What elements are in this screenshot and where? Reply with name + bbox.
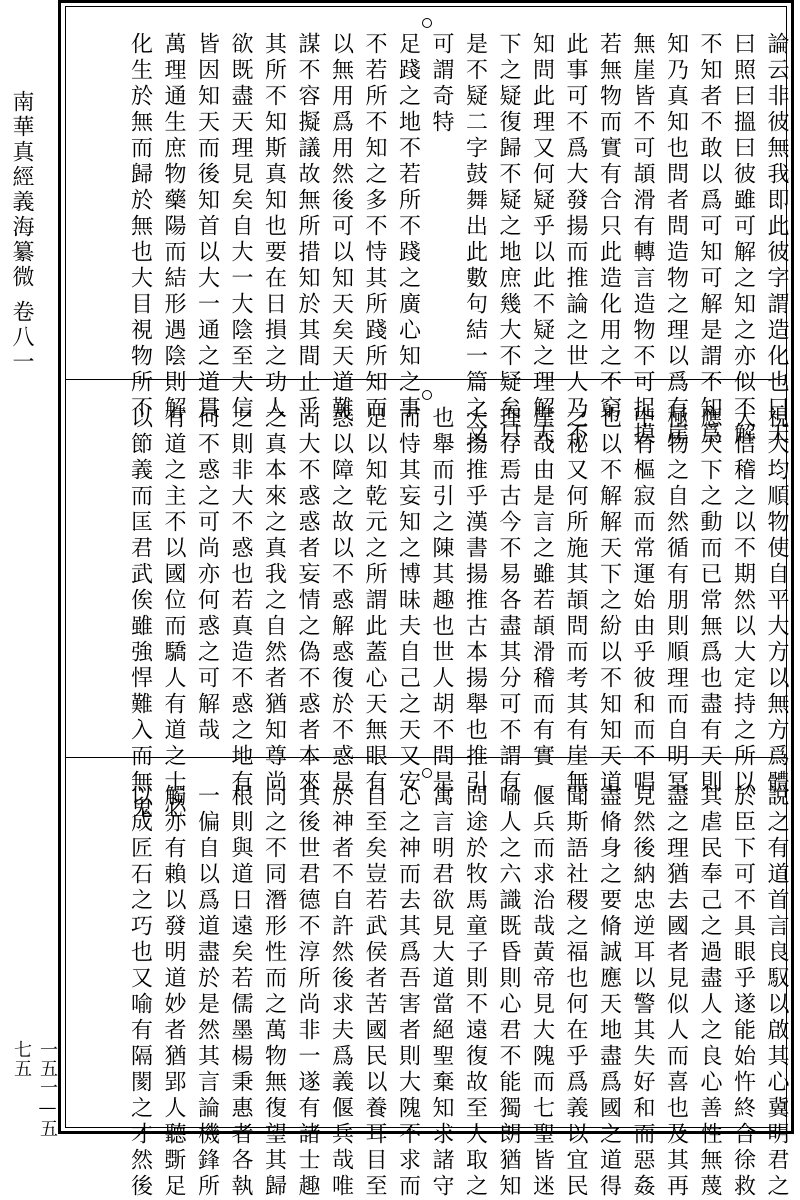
- text-column: 有道之主不以國位而驕人有道之士必: [161, 406, 186, 822]
- text-column: 盡之理猶去國者見似人而喜也及其再: [663, 784, 689, 1200]
- text-column: 視大均順物使自平大方以無方爲體: [764, 406, 789, 796]
- text-column: 其虐民奉己之過盡人之良心善性無蔑: [697, 784, 722, 1200]
- text-column: 寓言明君欲見大道當絕聖棄知求諸守: [429, 784, 454, 1200]
- text-column: 皆因知天而後知首以大一通之道貫: [194, 32, 220, 422]
- text-column: 可謂奇特: [429, 32, 454, 136]
- text-column: 其後世君德不淳所尚非一遂有諸士趣: [295, 784, 320, 1200]
- text-column: 以節義而匡君武俟雖強悍難入而無鬼: [127, 406, 153, 822]
- text-column: 說之有道首言良馭以啟其心冀明君之: [764, 784, 789, 1200]
- text-column: 惑以障之故以不惑解惑復於不惑是: [328, 406, 354, 796]
- text-column: 何不惑之可尚亦何惑之可解哉: [194, 406, 220, 744]
- text-column: 見然後納忠逆耳以警其失好和而惡姦: [630, 784, 655, 1200]
- text-column: 知問此理又何疑乎以此不疑之理解天: [529, 32, 555, 448]
- text-column: 自至矣豈若武侯者苦國民以養耳目至: [362, 784, 387, 1200]
- text-column: 其所不知斯真知也要在日損之功人: [261, 32, 287, 422]
- text-column: 大信稽之以不期然以大定持之所以: [730, 406, 756, 796]
- text-column: 知乃真知也問者問造物之理以爲有崖: [663, 32, 689, 448]
- text-column: 若無物而實有合只此造化用之不窮: [596, 32, 622, 422]
- text-column: 不若所不知之多不恃其所踐所知而: [362, 32, 387, 422]
- text-column: 觸亦有賴以發明道妙者猶郢人聽斲足: [161, 784, 186, 1200]
- text-column: 應天下之動而已常無爲也盡有天則: [697, 406, 722, 796]
- text-column: 謀不容擬議故無所措知於其間止乎: [295, 32, 320, 422]
- text-column: 也以不解解天下之紛以不知知天道: [596, 406, 622, 796]
- text-column: 論云非彼無我即此彼字謂造化也曰天: [764, 32, 789, 448]
- text-column: 化生於無而歸於無也大目視物所不: [127, 32, 153, 422]
- text-column: 以成匠石之巧也又喻有隔閡之才然後: [127, 784, 153, 1200]
- text-column: 根則與道日遠矣若儒墨楊秉惠者各執: [228, 784, 253, 1200]
- text-column: 是不疑二字鼓舞出此數句結一篇之文: [462, 32, 488, 448]
- text-column: 也舉而引之陳其趣也世人胡不問是: [429, 406, 454, 796]
- text-column: 曰照曰搵曰彼雖可解之知之亦似不解: [730, 32, 756, 448]
- text-column: 下之疑復歸不疑之地庶幾大不疑矣只: [496, 32, 521, 448]
- text-column: 大揚推乎漢書揚推古本揚舉也推引: [462, 406, 488, 796]
- text-column: 極物之自然循有朋則順理而自明冥: [663, 406, 689, 796]
- text-column: 崖哉由是言之雖若頡滑稽而有實: [529, 406, 555, 770]
- text-column: 心之神而去其爲吾害者則大隗不求而: [395, 784, 421, 1200]
- text-column: 欲既盡天理見矣自大一大陰至大信: [228, 32, 253, 422]
- text-column: 一偏自以爲道盡於是然其言論機鋒所: [194, 784, 220, 1200]
- text-column: 之則非大不惑也若真造不惑之地有: [228, 406, 253, 796]
- text-column: 聞斯語社稷之福也何在乎爲義以宜民: [563, 784, 588, 1200]
- text-column: 盡脩身之要脩誠應天地盡爲國之道得: [596, 784, 622, 1200]
- section-circle-marker: [422, 390, 432, 400]
- section-circle-marker: [422, 18, 432, 28]
- panel-top: [65, 6, 789, 448]
- text-column: 足以知乾元之所謂此蓋心天無眼有: [362, 406, 387, 796]
- text-column: 中有樞寂而常運始由乎彼和而不唱: [630, 406, 655, 796]
- text-column: 問途於牧馬童子則不遠復故至人取之: [462, 784, 488, 1200]
- text-column: 足踐之地不若所不踐之廣心知之事: [395, 32, 421, 422]
- text-column: 於神者不自許然後求夫爲義偃兵哉唯: [328, 784, 354, 1200]
- text-column: 而恃其妄知之博昧夫自己之天又安: [395, 406, 421, 796]
- text-column: 此事可不爲大發揚而推論之世人乃不: [563, 32, 588, 448]
- text-column: 無崖皆不可頡滑有轉言造物不可捉摸: [630, 32, 655, 448]
- text-column: 尚大不惑惑者妄情之偽不惑者本來: [295, 406, 320, 796]
- text-column: 以無用爲用然後可以知天矣天道難: [328, 32, 354, 422]
- text-column: 不知者不敢以爲可知可解是謂不知爲: [697, 32, 722, 448]
- text-column: 向之不同潛形性而之萬物無復望其歸: [261, 784, 287, 1200]
- section-circle-marker: [422, 768, 432, 778]
- text-column: 之秘又何所施其頡問而考其有崖無: [563, 406, 588, 796]
- panel-bottom: [65, 758, 789, 1200]
- panel-middle: [65, 380, 789, 822]
- margin-volume: 卷八一: [9, 300, 34, 375]
- margin-book-title: 南華真經義海纂微: [9, 90, 34, 290]
- text-column: 於臣下可不具眼乎遂能始忤終合徐救: [730, 784, 756, 1200]
- margin-page-number: 一五一—五七五: [11, 1040, 58, 1138]
- text-column: 萬理通生庶物藥陽而結形遇陰則解: [161, 32, 186, 422]
- text-column: 理存焉古今不易各盡其分可不謂有: [496, 406, 521, 796]
- text-column: 偃兵而求治哉黃帝見大隗而七聖皆迷: [529, 784, 555, 1200]
- text-column: 之真本來之真我之自然者猶知尊尚: [261, 406, 287, 796]
- text-column: 喻人之六識既昏則心君不能獨朗猶知: [496, 784, 521, 1200]
